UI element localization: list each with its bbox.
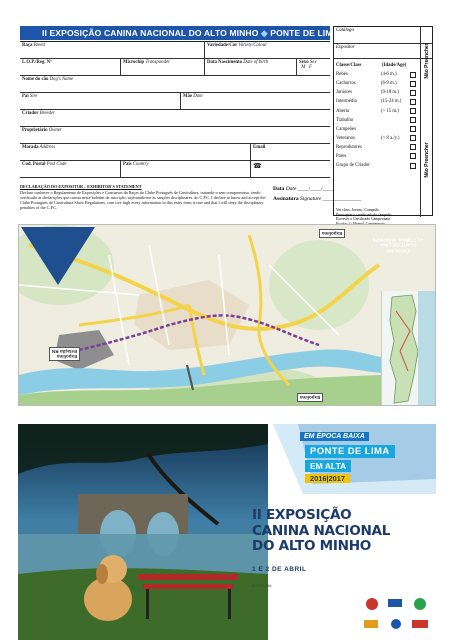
map-label-bottom: Expolima [297, 393, 323, 402]
row-breed [20, 42, 330, 59]
field-owner[interactable]: Proprietário Owner [22, 128, 62, 133]
office-use-label-2: Não Preencher [423, 142, 430, 178]
class-age: (> 15 m.) [380, 108, 399, 114]
class-name: Veteranos [336, 135, 355, 141]
declaration-text: Declaro conhecer o Regulamento de Exposições e Concursos da Raças do Clube Português de Canicultura, tratando-o sem compromisso, tendo verificado as declarações que consta neste boletim de inscrição, sujeitando-me às sanções disciplinares. do C.P.C. I declare to know and accept the Clube Português de Canicultura Show Regulations, com tive high every information in this entry form is true and that I will obey the disciplinary penalties of the C.P.C. [20, 190, 266, 210]
declaration [20, 184, 270, 210]
class-checkbox[interactable] [410, 117, 416, 123]
row-owner [20, 127, 330, 144]
signature-field[interactable]: Assinatura Signature ______________ [273, 196, 362, 202]
location-triangle [19, 225, 97, 287]
declaration-title: DECLARAÇÃO DO EXPOSITOR – EXHIBITOR'S STATEMENT [20, 184, 142, 189]
banner-separator: ◆ [261, 28, 268, 38]
entry-form [18, 18, 439, 222]
sponsor-logo-6 [412, 620, 428, 628]
class-name: Reprodutores [336, 144, 362, 150]
sex-f[interactable]: F [309, 65, 312, 70]
class-checkbox[interactable] [410, 72, 416, 78]
poster-title-line-3: DO ALTO MINHO [252, 538, 372, 554]
office-use-label: Não Preencher [423, 43, 430, 79]
row-address [20, 144, 330, 161]
poster-photo [18, 424, 268, 640]
class-name: Aberta [336, 108, 350, 114]
field-country[interactable]: País Country [120, 161, 250, 177]
class-name: Classe/Class [336, 63, 362, 69]
poster-title-line-1: II EXPOSIÇÃO [252, 507, 352, 523]
class-age: (15-24 m.) [380, 99, 402, 105]
tag-epoca-baixa: EM ÉPOCA BAIXA [300, 432, 369, 441]
field-birth-date[interactable]: Data Nascimento Date of birth [204, 59, 296, 75]
region-inset-map [381, 291, 436, 406]
field-variety[interactable]: Variedade/Cor Variety/Colour [204, 42, 330, 58]
field-dog-name[interactable]: Nome do cão Dog's Name [22, 77, 74, 82]
poster-dates: 1 E 2 DE ABRIL [252, 566, 307, 573]
class-checkbox[interactable] [410, 126, 416, 132]
tag-em-alta: EM ALTA [305, 460, 351, 472]
map-label-right: Expolima [319, 229, 345, 238]
class-checkbox[interactable] [410, 144, 416, 150]
triangle-title: EXPOLIMA [386, 248, 410, 254]
triangle-sub: PONTE DE LIMA [380, 243, 416, 248]
catalog-note-1: Ver class: Jovem / Campeão [336, 208, 379, 212]
class-option[interactable] [336, 152, 430, 161]
class-option[interactable] [336, 125, 430, 134]
field-dam[interactable]: Mãe Dam [180, 93, 330, 109]
field-email[interactable]: Email [250, 144, 330, 160]
class-name: Campeões [336, 126, 356, 132]
class-name: Trabalho [336, 117, 354, 123]
sponsor-logos [358, 594, 436, 640]
class-option[interactable] [336, 161, 430, 170]
class-checkbox[interactable] [410, 99, 416, 105]
row-parents [20, 93, 330, 110]
date-field[interactable]: Data Date ____/____/____ [273, 186, 334, 192]
class-checkbox[interactable] [410, 108, 416, 114]
map-label-left: Expolima Estação RN [49, 347, 80, 361]
row-registration [20, 59, 330, 76]
class-checkbox[interactable] [410, 153, 416, 159]
field-exhibitor[interactable]: Expositor [334, 44, 432, 59]
form-banner [20, 26, 339, 40]
field-postal-code[interactable]: Cod. Postal Post Code [22, 162, 67, 167]
class-option[interactable] [336, 88, 430, 97]
banner-title: II EXPOSIÇÃO CANINA NACIONAL DO ALTO MINHO [42, 28, 259, 38]
class-age: (9-18 m.) [380, 90, 399, 96]
field-microchip[interactable]: Microchip Transponder [120, 59, 204, 75]
class-option[interactable] [336, 70, 430, 79]
poster-title-line-2: CANINA NACIONAL [252, 522, 391, 539]
tag-ponte-de-lima: PONTE DE LIMA [305, 445, 395, 458]
event-poster [18, 424, 436, 640]
catalog-note-3: Escrever o Certificado Campeonato [336, 217, 391, 222]
poster-title [252, 508, 432, 555]
class-panel [333, 26, 433, 216]
class-option[interactable] [336, 134, 430, 143]
class-name: Grupo de Criador [336, 163, 370, 169]
triangle-text [359, 237, 436, 254]
class-option[interactable] [336, 97, 430, 106]
class-option[interactable] [336, 143, 430, 152]
field-lop[interactable]: L.O.P./Reg. Nº [22, 60, 52, 65]
row-dog-name [20, 76, 330, 93]
class-option[interactable] [336, 116, 430, 125]
sponsor-logo-1 [366, 598, 378, 610]
sponsor-logo-4 [364, 620, 378, 628]
location-map [18, 224, 436, 406]
sponsor-logo-2 [388, 599, 402, 607]
phone-icon[interactable]: ☎ [250, 161, 330, 177]
poster-venue: EXPOLIMA [252, 584, 272, 588]
class-name: Juniores [336, 90, 352, 96]
field-sire[interactable]: Pai Sire [22, 94, 38, 99]
class-age: (Idade/Age) [382, 63, 407, 69]
sponsor-logo-5 [391, 619, 401, 629]
class-checkbox[interactable] [410, 163, 416, 169]
row-breeder [20, 110, 330, 127]
field-catalog[interactable]: Catálogo [334, 27, 432, 44]
row-postal [20, 161, 330, 178]
class-checkbox[interactable] [410, 90, 416, 96]
banner-place: PONTE DE LIMA [270, 28, 339, 38]
class-list [334, 59, 432, 170]
office-use-strip [420, 27, 432, 217]
sex-m[interactable]: M [301, 65, 306, 70]
sponsor-logo-3 [414, 598, 426, 610]
catalog-note-2: Fotocopiar o certificado de campeão [336, 212, 392, 217]
class-option[interactable] [336, 79, 430, 88]
field-sex[interactable]: Sexo Sex M F [296, 59, 330, 75]
class-checkbox[interactable] [410, 135, 416, 141]
class-option[interactable] [336, 106, 430, 115]
field-breed[interactable]: Raça Breed [22, 43, 45, 48]
class-age: (> 8 a./y.) [380, 135, 400, 141]
form-grid [20, 41, 330, 178]
class-name: Cachorros [336, 81, 356, 87]
class-checkbox[interactable] [410, 81, 416, 87]
field-address[interactable]: Morada Address [22, 145, 55, 150]
tag-year: 2016|2017 [305, 474, 350, 483]
class-age: (4-6 m.) [380, 72, 397, 78]
triangle-coords: 41.7728594, -8.5878675 [372, 237, 424, 243]
class-header [336, 61, 430, 70]
inset-graphic [382, 291, 436, 406]
class-name: Bebés [336, 72, 348, 78]
class-name: Pares [336, 153, 347, 159]
class-name: Intermédia [336, 99, 357, 105]
field-breeder[interactable]: Criador Breeder [22, 111, 56, 116]
class-age: (6-9 m.) [380, 81, 397, 87]
